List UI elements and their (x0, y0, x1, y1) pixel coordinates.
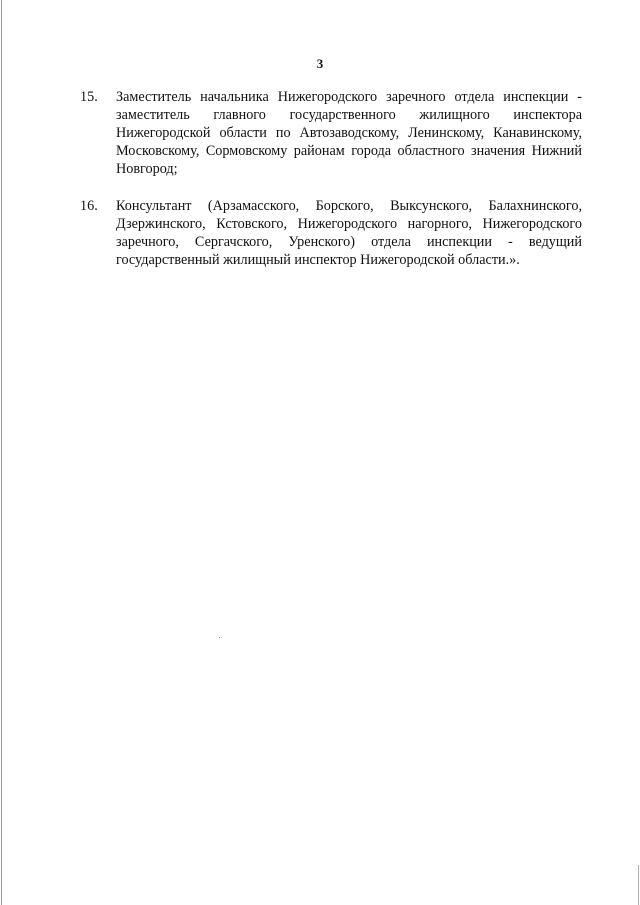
list-item-text: Консультант (Арзамасского, Борского, Выксунского, Балахнинского, Дзержинского, Кстовского, Нижегородского нагорного, Нижегородского заречного, Сергачского, Уренского) отдела инспекции - ведущий государственный жилищный инспектор Нижегородской области.». (116, 198, 582, 268)
page-number: 3 (316, 56, 324, 71)
list-item-number: 16. (80, 198, 98, 214)
list-item-16 (80, 197, 582, 269)
scan-left-edge (1, 0, 2, 905)
list-item-number: 15. (80, 89, 98, 105)
list-item-text: Заместитель начальника Нижегородского заречного отдела инспекции - заместитель главного государственного жилищного инспектора Нижегородской области по Автозаводскому, Ленинскому, Канавинскому, Московскому, Сормовскому районам города областного значения Нижний Новгород; (116, 89, 582, 177)
scan-speck (219, 637, 220, 638)
numbered-list (80, 88, 582, 288)
scan-right-edge (638, 865, 639, 905)
list-item-15 (80, 88, 582, 178)
